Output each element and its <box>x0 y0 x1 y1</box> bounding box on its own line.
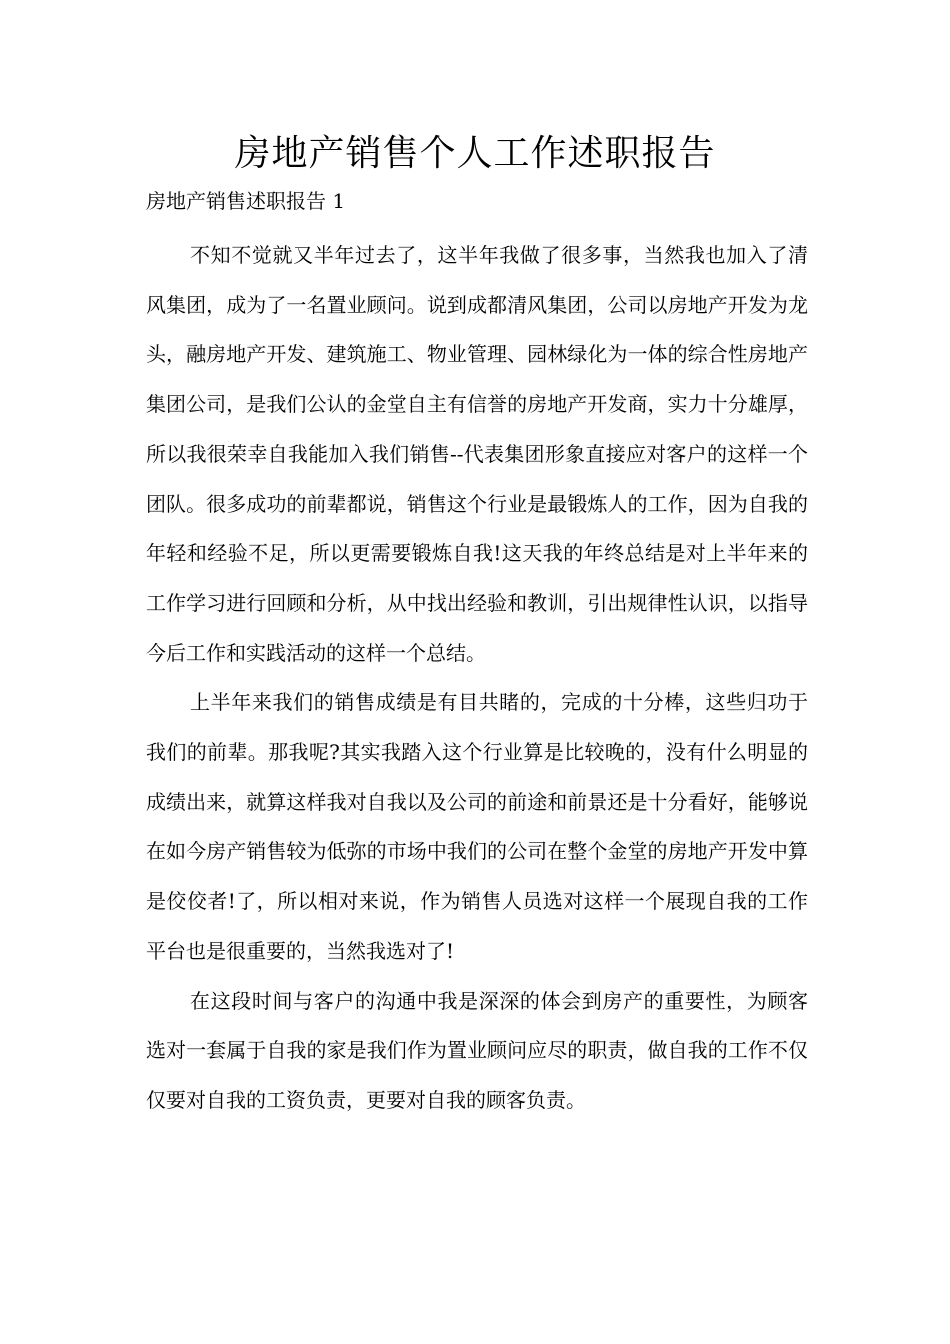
document-body <box>146 231 808 1126</box>
paragraph-1: 不知不觉就又半年过去了，这半年我做了很多事，当然我也加入了清风集团，成为了一名置业顾问。说到成都清风集团，公司以房地产开发为龙头，融房地产开发、建筑施工、物业管理、园林绿化为一体的综合性房地产集团公司，是我们公认的金堂自主有信誉的房地产开发商，实力十分雄厚，所以我很荣幸自我能加入我们销售--代表集团形象直接应对客户的这样一个团队。很多成功的前辈都说，销售这个行业是最锻炼人的工作，因为自我的年轻和经验不足，所以更需要锻炼自我!这天我的年终总结是对上半年来的工作学习进行回顾和分析，从中找出经验和教训，引出规律性认识，以指导今后工作和实践活动的这样一个总结。 <box>146 243 808 665</box>
paragraph-3: 在这段时间与客户的沟通中我是深深的体会到房产的重要性，为顾客选对一套属于自我的家是我们作为置业顾问应尽的职责，做自我的工作不仅仅要对自我的工资负责，更要对自我的顾客负责。 <box>146 988 808 1112</box>
paragraph-2: 上半年来我们的销售成绩是有目共睹的，完成的十分棒，这些归功于我们的前辈。那我呢?其实我踏入这个行业算是比较晚的，没有什么明显的成绩出来，就算这样我对自我以及公司的前途和前景还是十分看好，能够说在如今房产销售较为低弥的市场中我们的公司在整个金堂的房地产开发中算是佼佼者!了，所以相对来说，作为销售人员选对这样一个展现自我的工作平台也是很重要的，当然我选对了! <box>146 690 808 963</box>
document-subtitle: 房地产销售述职报告 1 <box>146 189 346 213</box>
document-title: 房地产销售个人工作述职报告 <box>234 133 716 174</box>
